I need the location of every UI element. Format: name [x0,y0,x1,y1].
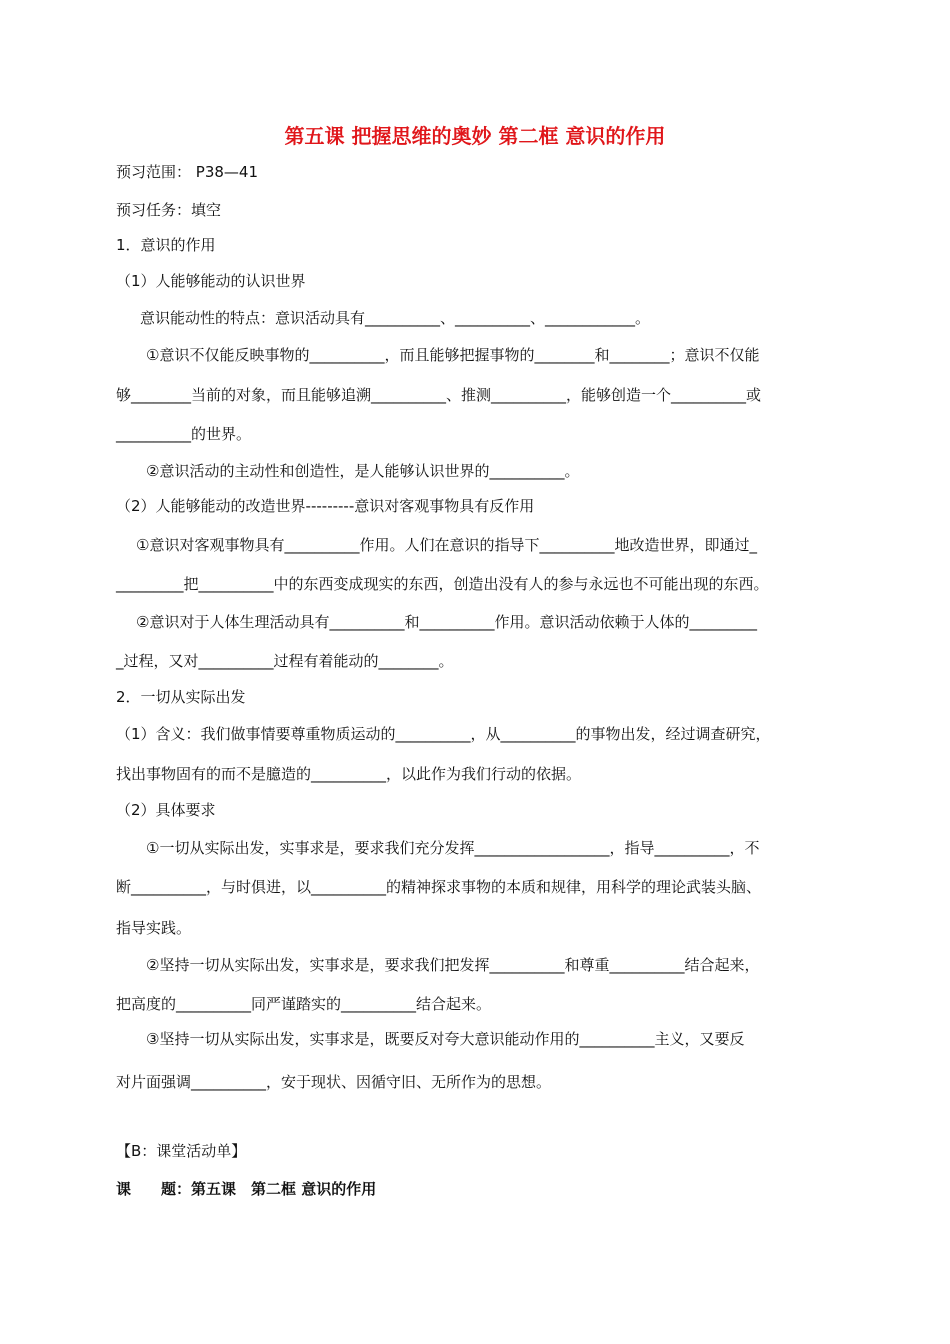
paragraph-line: ①意识对客观事物具有__________作用。人们在意识的指导下__________地改造世界，即通过_ [136,536,757,554]
preview-scope-line: 预习范围： P38—41 [116,163,258,181]
paragraph-line: ②意识对于人体生理活动具有__________和__________作用。意识活动依赖于人体的_________ [136,613,757,631]
paragraph-line: _________把__________中的东西变成现实的东西，创造出没有人的参与永远也不可能出现的东西。 [116,575,769,593]
activity-sheet-heading: 【B：课堂活动单】 [116,1142,247,1160]
paragraph-line: __________的世界。 [116,425,252,443]
paragraph-line: 把高度的__________同严谨踏实的__________结合起来。 [116,995,492,1013]
paragraph-line: ①意识不仅能反映事物的__________，而且能够把握事物的________和________；意识不仅能 [146,346,760,364]
paragraph-line: 指导实践。 [116,919,192,937]
document-title: 第五课 把握思维的奥妙 第二框 意识的作用 [284,124,666,148]
section-heading: 2．一切从实际出发 [116,688,246,706]
paragraph-line: 找出事物固有的而不是臆造的__________，以此作为我们行动的依据。 [116,765,582,783]
subsection-heading: （2）人能够能动的改造世界---------意识对客观事物具有反作用 [116,497,535,515]
lesson-topic-line: 课 题：第五课 第二框 意识的作用 [116,1180,377,1198]
paragraph-line: 意识能动性的特点：意识活动具有__________、__________、____________。 [140,309,651,327]
paragraph-line: 够________当前的对象，而且能够追溯__________、推测__________，能够创造一个__________或 [116,386,762,404]
paragraph-line: ②意识活动的主动性和创造性，是人能够认识世界的__________。 [146,462,580,480]
paragraph-line: ③坚持一切从实际出发，实事求是，既要反对夸大意识能动作用的__________主义，又要反 [146,1030,745,1048]
preview-task-line: 预习任务：填空 [116,201,222,219]
paragraph-line: （1）含义：我们做事情要尊重物质运动的__________，从__________的事物出发，经过调查研究， [116,725,771,743]
paragraph-line: 断__________，与时俱进，以__________的精神探求事物的本质和规律，用科学的理论武装头脑、 [116,878,762,896]
paragraph-line: _过程，又对__________过程有着能动的________。 [116,652,454,670]
paragraph-line: ①一切从实际出发，实事求是，要求我们充分发挥__________________，指导__________，不 [146,839,760,857]
paragraph-line: ②坚持一切从实际出发，实事求是，要求我们把发挥__________和尊重__________结合起来， [146,956,760,974]
paragraph-line: 对片面强调__________，安于现状、因循守旧、无所作为的思想。 [116,1073,552,1091]
section-heading: 1．意识的作用 [116,236,216,254]
subsection-heading: （2）具体要求 [116,801,216,819]
subsection-heading: （1）人能够能动的认识世界 [116,272,306,290]
